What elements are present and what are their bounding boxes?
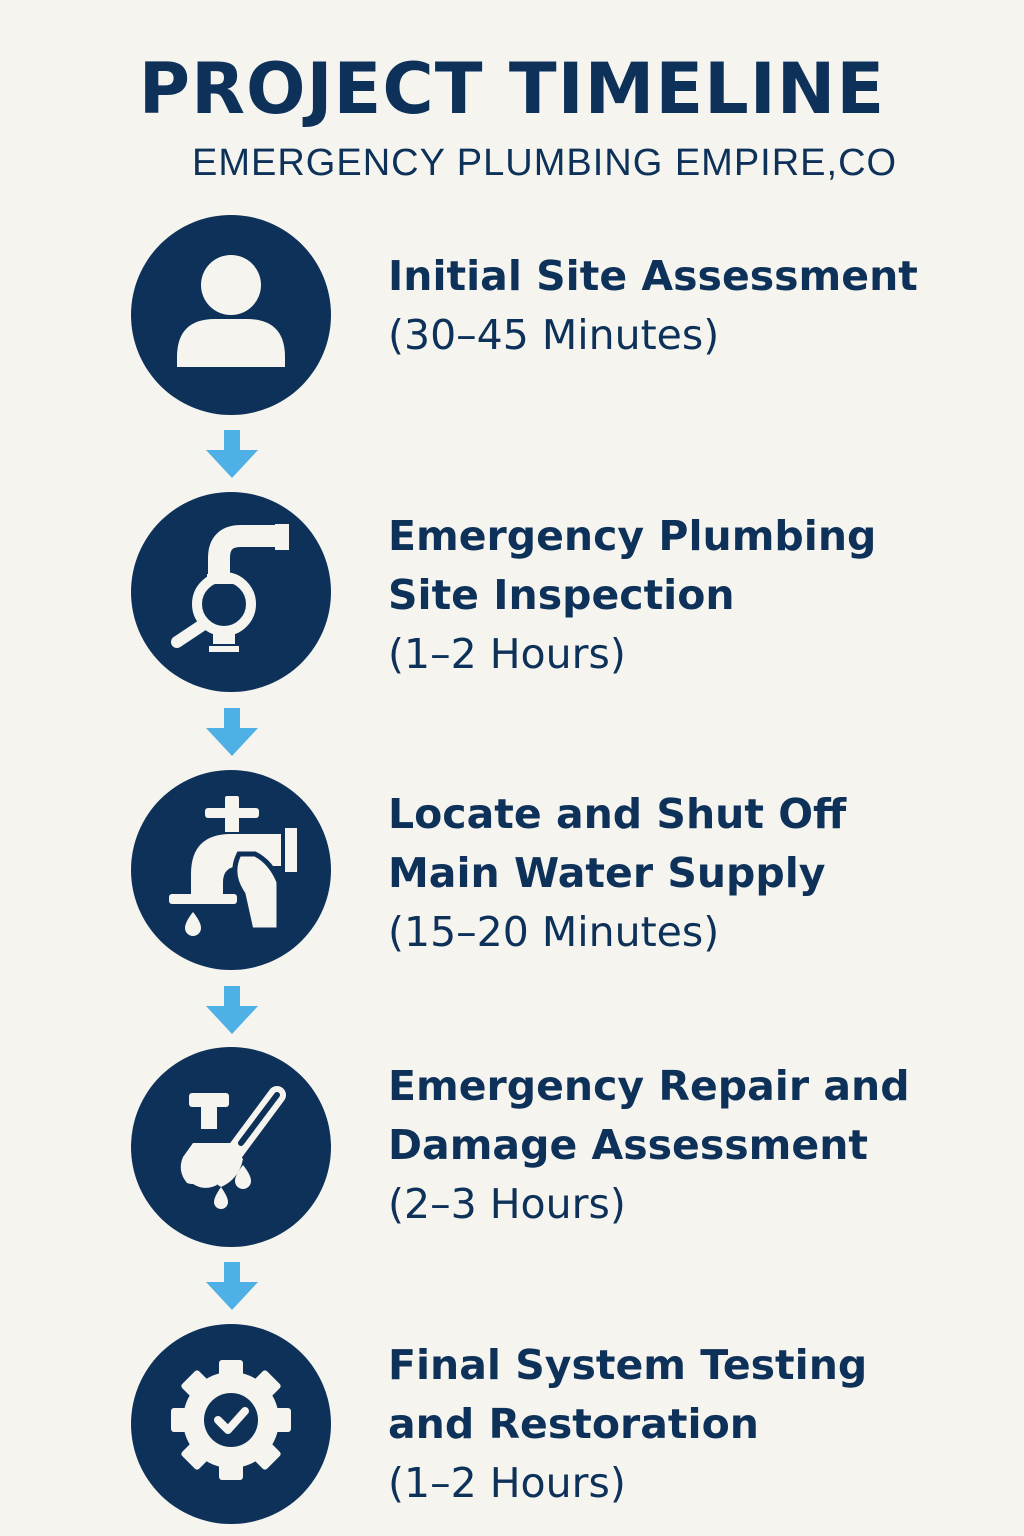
faucet-shutoff-icon: [131, 770, 331, 970]
gear-check-icon: [131, 1324, 331, 1524]
step-icon-badge: [131, 1324, 331, 1524]
timeline-step-2: [0, 492, 1024, 692]
step-title-line: Final System Testing: [388, 1341, 868, 1389]
step-title-line: Initial Site Assessment: [388, 252, 918, 300]
arrow-down-icon: [204, 706, 260, 758]
arrow-down-icon: [204, 428, 260, 480]
company-subtitle: EMERGENCY PLUMBING EMPIRE,CO: [192, 142, 898, 184]
pipe-inspection-icon: [131, 492, 331, 692]
step-duration: (1–2 Hours): [388, 630, 626, 678]
step-icon-badge: [131, 492, 331, 692]
wrench-repair-icon: [131, 1047, 331, 1247]
arrow-down-icon: [204, 984, 260, 1036]
step-icon-badge: [131, 1047, 331, 1247]
step-title-line: Locate and Shut Off: [388, 790, 847, 838]
step-title-line: Site Inspection: [388, 571, 735, 619]
step-icon-badge: [131, 215, 331, 415]
page-title: PROJECT TIMELINE: [138, 48, 886, 130]
timeline-step-1: [0, 215, 1024, 415]
timeline-step-4: [0, 1047, 1024, 1247]
step-title-line: and Restoration: [388, 1400, 759, 1448]
step-title-line: Emergency Plumbing: [388, 512, 877, 560]
user-icon: [131, 215, 331, 415]
step-title-line: Damage Assessment: [388, 1121, 868, 1169]
step-title-line: Emergency Repair and: [388, 1062, 910, 1110]
step-title-line: Main Water Supply: [388, 849, 826, 897]
arrow-down-icon: [204, 1260, 260, 1312]
step-duration: (30–45 Minutes): [388, 311, 720, 359]
step-duration: (15–20 Minutes): [388, 908, 720, 956]
timeline-step-3: [0, 770, 1024, 970]
step-duration: (2–3 Hours): [388, 1180, 626, 1228]
step-duration: (1–2 Hours): [388, 1459, 626, 1507]
step-icon-badge: [131, 770, 331, 970]
timeline-step-5: [0, 1324, 1024, 1524]
